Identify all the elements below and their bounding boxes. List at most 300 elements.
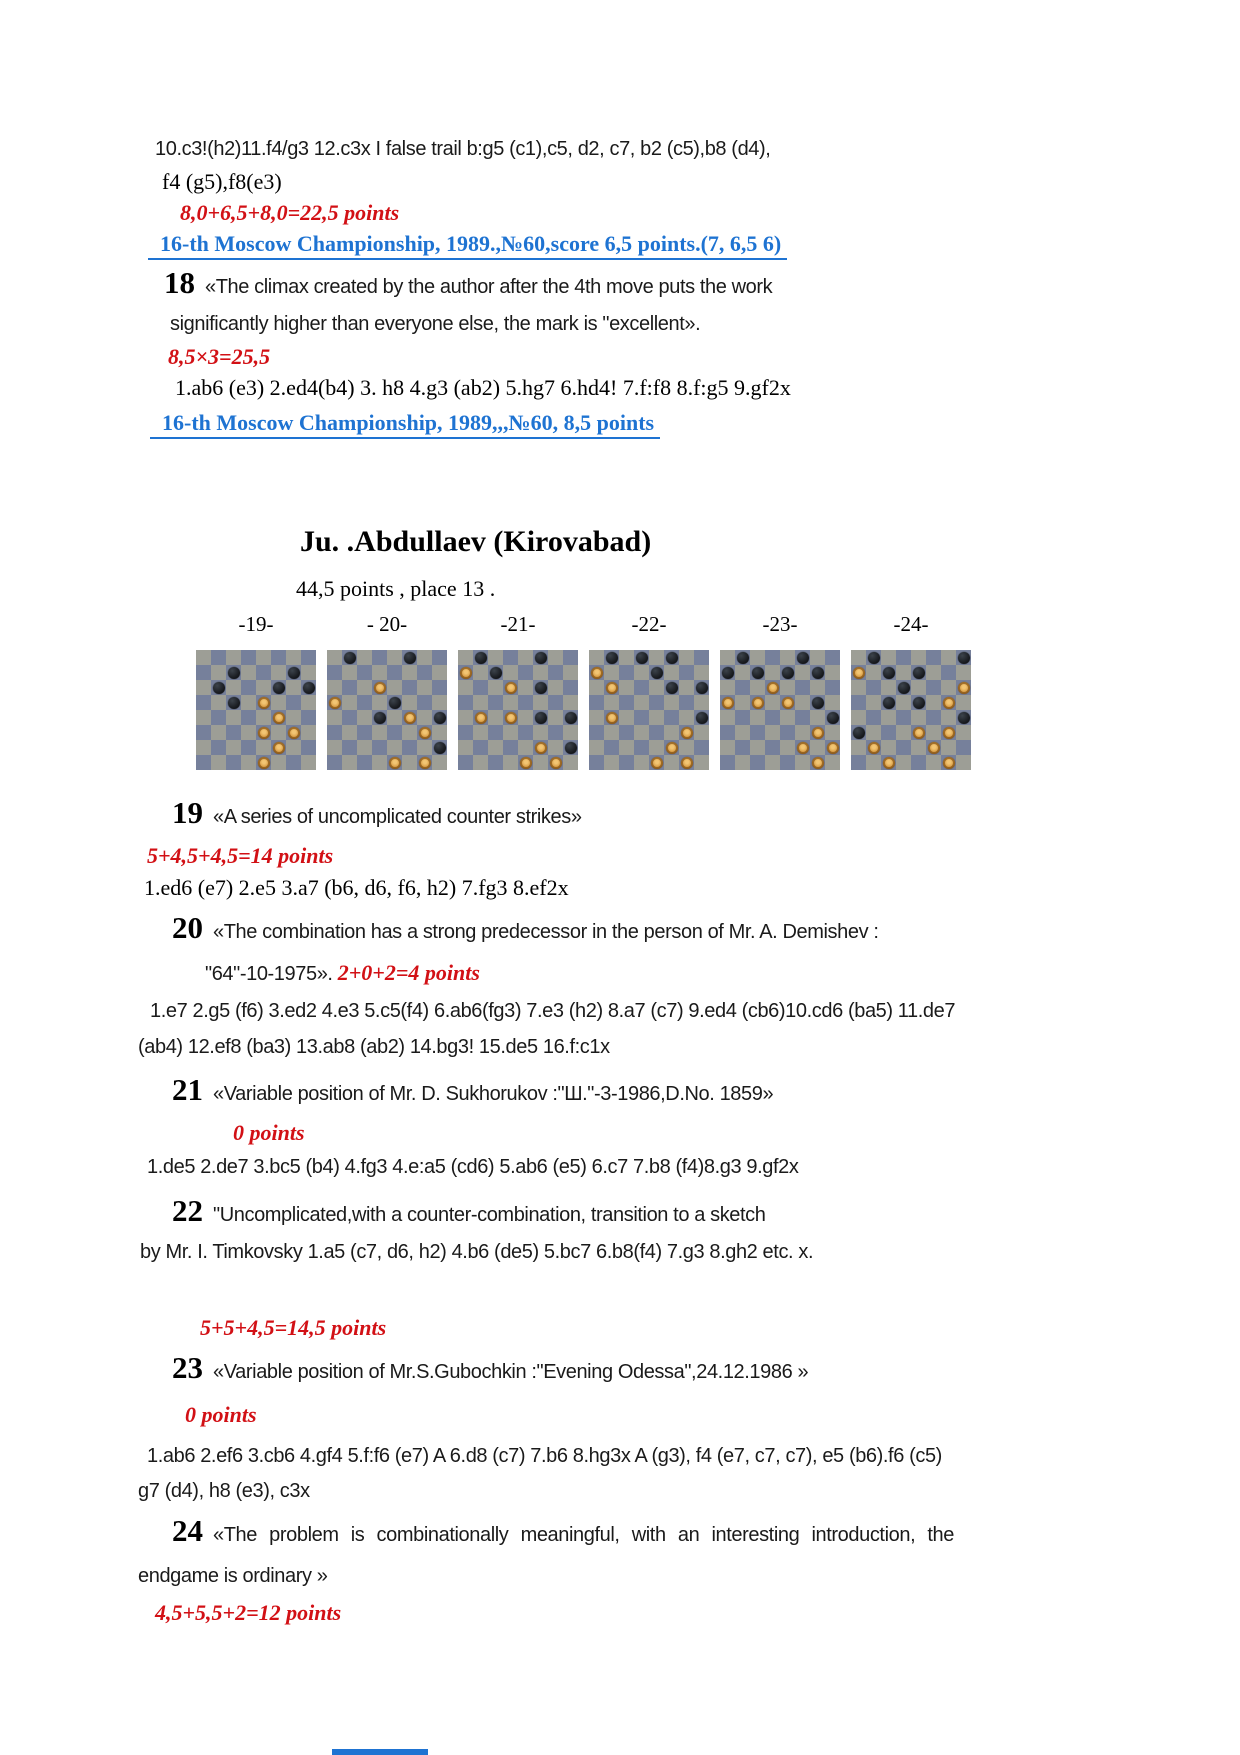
board-square bbox=[795, 725, 810, 740]
board-square bbox=[694, 725, 709, 740]
board-square bbox=[679, 740, 694, 755]
item-number: 19 bbox=[172, 795, 203, 830]
board-square bbox=[458, 740, 473, 755]
championship-link-2[interactable]: 16-th Moscow Championship, 1989,,,№60, 8,5 points bbox=[150, 410, 660, 439]
item-number: 20 bbox=[172, 910, 203, 945]
white-piece bbox=[651, 757, 663, 769]
black-piece bbox=[490, 667, 502, 679]
board-square bbox=[866, 665, 881, 680]
board-square bbox=[518, 680, 533, 695]
board-square bbox=[634, 740, 649, 755]
board-square bbox=[765, 650, 780, 665]
board-square bbox=[488, 680, 503, 695]
board-square bbox=[432, 665, 447, 680]
item-number: 22 bbox=[172, 1193, 203, 1228]
board-square bbox=[896, 725, 911, 740]
board-square bbox=[694, 695, 709, 710]
board-square bbox=[342, 665, 357, 680]
white-piece bbox=[943, 697, 955, 709]
board-square bbox=[720, 740, 735, 755]
board-square bbox=[387, 665, 402, 680]
board-square bbox=[402, 740, 417, 755]
board-square bbox=[327, 725, 342, 740]
white-piece bbox=[591, 667, 603, 679]
checkers-board-21 bbox=[458, 650, 578, 770]
board-square bbox=[211, 710, 226, 725]
board-square bbox=[548, 710, 563, 725]
board-square bbox=[417, 710, 432, 725]
white-piece bbox=[258, 757, 270, 769]
board-square bbox=[432, 725, 447, 740]
board-square bbox=[896, 755, 911, 770]
black-piece bbox=[898, 682, 910, 694]
white-piece bbox=[258, 697, 270, 709]
checkers-board-20 bbox=[327, 650, 447, 770]
item-23-heading bbox=[172, 1350, 808, 1386]
board-square bbox=[563, 665, 578, 680]
board-square bbox=[664, 755, 679, 770]
item-number: 23 bbox=[172, 1350, 203, 1385]
board-square bbox=[402, 755, 417, 770]
board-square bbox=[735, 725, 750, 740]
board-square bbox=[402, 665, 417, 680]
judge-comment-cont: endgame is ordinary » bbox=[138, 1565, 328, 1587]
board-square bbox=[881, 710, 896, 725]
board-square bbox=[417, 740, 432, 755]
board-square bbox=[664, 665, 679, 680]
black-piece bbox=[228, 697, 240, 709]
judge-comment: "Uncomplicated,with a counter-combination, transition to a sketch bbox=[213, 1204, 766, 1226]
black-piece bbox=[958, 712, 970, 724]
black-piece bbox=[696, 682, 708, 694]
white-piece bbox=[374, 682, 386, 694]
board-square bbox=[825, 755, 840, 770]
board-square bbox=[503, 740, 518, 755]
judge-comment: «The combination has a strong predecessor in the person of Mr. A. Demishev : bbox=[213, 921, 879, 943]
board-square bbox=[301, 710, 316, 725]
white-piece bbox=[767, 682, 779, 694]
board-square bbox=[735, 665, 750, 680]
board-square bbox=[825, 725, 840, 740]
board-square bbox=[563, 725, 578, 740]
board-square bbox=[679, 650, 694, 665]
judge-comment: «Variable position of Mr.S.Gubochkin :"Evening Odessa",24.12.1986 » bbox=[213, 1361, 809, 1383]
points-total-24: 4,5+5,5+2=12 points bbox=[155, 1600, 342, 1625]
board-square bbox=[271, 665, 286, 680]
moves-line-20a: 1.e7 2.g5 (f6) 3.ed2 4.e3 5.c5(f4) 6.ab6(fg3) 7.e3 (h2) 8.a7 (c7) 9.ed4 (cb6)10.cd6 (ba5) 11.de7 bbox=[150, 1000, 956, 1022]
item-21-heading bbox=[172, 1072, 773, 1108]
black-piece bbox=[535, 712, 547, 724]
board-square bbox=[795, 755, 810, 770]
board-square bbox=[301, 725, 316, 740]
board-square bbox=[488, 710, 503, 725]
board-square bbox=[256, 740, 271, 755]
board-square bbox=[589, 740, 604, 755]
board-square bbox=[533, 755, 548, 770]
board-square bbox=[896, 665, 911, 680]
board-square bbox=[342, 725, 357, 740]
board-square bbox=[866, 725, 881, 740]
moves-line-23b: g7 (d4), h8 (e3), c3x bbox=[138, 1480, 310, 1502]
board-square bbox=[851, 710, 866, 725]
source-reference: "64"-10-1975». bbox=[205, 963, 338, 985]
board-square bbox=[926, 665, 941, 680]
board-square bbox=[327, 650, 342, 665]
board-square bbox=[649, 710, 664, 725]
board-square bbox=[286, 710, 301, 725]
points-total-20: 2+0+2=4 points bbox=[337, 960, 480, 985]
board-square bbox=[720, 755, 735, 770]
white-piece bbox=[752, 697, 764, 709]
white-piece bbox=[797, 742, 809, 754]
judge-comment-cont: significantly higher than everyone else, the mark is "excellent». bbox=[170, 313, 701, 335]
board-square bbox=[851, 680, 866, 695]
black-piece bbox=[535, 682, 547, 694]
board-square bbox=[357, 650, 372, 665]
item-number: 18 bbox=[164, 265, 195, 300]
board-square bbox=[488, 695, 503, 710]
judge-comment: «Variable position of Mr. D. Sukhorukov :"Ш."-3-1986,D.No. 1859» bbox=[213, 1083, 774, 1105]
board-square bbox=[825, 650, 840, 665]
board-square bbox=[604, 755, 619, 770]
board-square bbox=[301, 755, 316, 770]
black-piece bbox=[812, 667, 824, 679]
board-square bbox=[548, 695, 563, 710]
board-square bbox=[563, 695, 578, 710]
board-square bbox=[458, 725, 473, 740]
board-square bbox=[301, 665, 316, 680]
diagram-label-22: -22- bbox=[631, 612, 667, 636]
board-square bbox=[750, 755, 765, 770]
board-square bbox=[503, 695, 518, 710]
board-square bbox=[956, 755, 971, 770]
board-square bbox=[720, 650, 735, 665]
white-piece bbox=[419, 757, 431, 769]
white-piece bbox=[666, 742, 678, 754]
board-square bbox=[563, 680, 578, 695]
white-piece bbox=[273, 712, 285, 724]
board-square bbox=[518, 665, 533, 680]
board-square bbox=[649, 680, 664, 695]
judge-comment: «The climax created by the author after the 4th move puts the work bbox=[205, 276, 773, 298]
board-square bbox=[548, 725, 563, 740]
black-piece bbox=[344, 652, 356, 664]
white-piece bbox=[782, 697, 794, 709]
white-piece bbox=[722, 697, 734, 709]
black-piece bbox=[475, 652, 487, 664]
board-square bbox=[604, 695, 619, 710]
board-square bbox=[488, 755, 503, 770]
board-square bbox=[372, 650, 387, 665]
board-square bbox=[795, 665, 810, 680]
board-square bbox=[619, 740, 634, 755]
board-square bbox=[196, 665, 211, 680]
board-square bbox=[780, 710, 795, 725]
board-square bbox=[518, 695, 533, 710]
diagram-label-20: - 20- bbox=[366, 612, 408, 636]
white-piece bbox=[943, 757, 955, 769]
board-square bbox=[956, 725, 971, 740]
black-piece bbox=[404, 652, 416, 664]
board-square bbox=[810, 710, 825, 725]
board-square bbox=[548, 665, 563, 680]
board-square bbox=[720, 725, 735, 740]
board-square bbox=[458, 680, 473, 695]
moves-line-23a: 1.ab6 2.ef6 3.cb6 4.gf4 5.f:f6 (e7) A 6.d8 (c7) 7.b6 8.hg3x A (g3), f4 (e7, c7, c7), e5 (b6).f6 (c5) bbox=[147, 1445, 942, 1467]
board-square bbox=[286, 755, 301, 770]
black-piece bbox=[606, 652, 618, 664]
board-square bbox=[911, 710, 926, 725]
board-square bbox=[196, 650, 211, 665]
board-square bbox=[518, 725, 533, 740]
board-square bbox=[458, 650, 473, 665]
board-square bbox=[911, 650, 926, 665]
board-square bbox=[196, 695, 211, 710]
board-square bbox=[503, 665, 518, 680]
black-piece bbox=[374, 712, 386, 724]
board-square bbox=[866, 680, 881, 695]
checkers-board-24 bbox=[851, 650, 971, 770]
board-square bbox=[896, 650, 911, 665]
diagram-label-24: -24- bbox=[893, 612, 929, 636]
board-square bbox=[694, 665, 709, 680]
board-square bbox=[503, 755, 518, 770]
board-square bbox=[634, 710, 649, 725]
board-square bbox=[664, 725, 679, 740]
board-square bbox=[881, 740, 896, 755]
board-square bbox=[765, 665, 780, 680]
board-square bbox=[750, 650, 765, 665]
board-square bbox=[720, 680, 735, 695]
black-piece bbox=[666, 652, 678, 664]
board-square bbox=[563, 755, 578, 770]
board-square bbox=[634, 695, 649, 710]
board-square bbox=[473, 665, 488, 680]
board-square bbox=[417, 650, 432, 665]
board-square bbox=[851, 740, 866, 755]
black-piece bbox=[288, 667, 300, 679]
board-square bbox=[357, 680, 372, 695]
black-piece bbox=[958, 652, 970, 664]
item-20-heading bbox=[172, 910, 879, 946]
board-square bbox=[956, 695, 971, 710]
moves-line-19: 1.ed6 (e7) 2.e5 3.a7 (b6, d6, f6, h2) 7.fg3 8.ef2x bbox=[144, 875, 569, 900]
board-square bbox=[563, 650, 578, 665]
board-square bbox=[402, 680, 417, 695]
board-square bbox=[241, 755, 256, 770]
board-square bbox=[619, 725, 634, 740]
board-square bbox=[417, 695, 432, 710]
board-square bbox=[664, 710, 679, 725]
item-number: 24 bbox=[172, 1513, 203, 1548]
board-square bbox=[896, 695, 911, 710]
white-piece bbox=[928, 742, 940, 754]
board-square bbox=[795, 680, 810, 695]
board-square bbox=[735, 695, 750, 710]
board-square bbox=[649, 740, 664, 755]
board-square bbox=[881, 650, 896, 665]
points-total-22: 5+5+4,5=14,5 points bbox=[200, 1315, 387, 1340]
board-square bbox=[926, 710, 941, 725]
board-square bbox=[241, 710, 256, 725]
board-square bbox=[589, 650, 604, 665]
white-piece bbox=[606, 682, 618, 694]
board-square bbox=[548, 680, 563, 695]
board-square bbox=[619, 680, 634, 695]
board-square bbox=[241, 680, 256, 695]
board-square bbox=[649, 650, 664, 665]
board-square bbox=[694, 740, 709, 755]
black-piece bbox=[213, 682, 225, 694]
board-square bbox=[387, 740, 402, 755]
board-square bbox=[548, 650, 563, 665]
board-square bbox=[810, 740, 825, 755]
board-square bbox=[765, 725, 780, 740]
board-square bbox=[679, 680, 694, 695]
black-piece bbox=[827, 712, 839, 724]
board-square bbox=[896, 740, 911, 755]
black-piece bbox=[303, 682, 315, 694]
board-square bbox=[372, 665, 387, 680]
board-square bbox=[533, 725, 548, 740]
white-piece bbox=[958, 682, 970, 694]
points-total-23: 0 points bbox=[185, 1402, 257, 1427]
board-square bbox=[226, 680, 241, 695]
white-piece bbox=[258, 727, 270, 739]
board-square bbox=[911, 755, 926, 770]
black-piece bbox=[434, 742, 446, 754]
board-square bbox=[634, 680, 649, 695]
board-square bbox=[387, 680, 402, 695]
board-square bbox=[473, 680, 488, 695]
board-square bbox=[488, 725, 503, 740]
board-square bbox=[196, 725, 211, 740]
board-square bbox=[372, 725, 387, 740]
black-piece bbox=[883, 667, 895, 679]
board-square bbox=[286, 650, 301, 665]
board-square bbox=[473, 755, 488, 770]
white-piece bbox=[812, 757, 824, 769]
board-square bbox=[694, 755, 709, 770]
board-square bbox=[619, 710, 634, 725]
board-square bbox=[619, 695, 634, 710]
checkers-board-19 bbox=[196, 650, 316, 770]
black-piece bbox=[883, 697, 895, 709]
board-square bbox=[881, 680, 896, 695]
board-square bbox=[851, 650, 866, 665]
board-square bbox=[357, 710, 372, 725]
board-square bbox=[372, 695, 387, 710]
white-piece bbox=[913, 727, 925, 739]
board-square bbox=[619, 755, 634, 770]
board-square bbox=[503, 650, 518, 665]
board-square bbox=[226, 755, 241, 770]
championship-link-1[interactable]: 16-th Moscow Championship, 1989.,№60,score 6,5 points.(7, 6,5 6) bbox=[148, 231, 787, 260]
board-square bbox=[372, 755, 387, 770]
board-square bbox=[664, 695, 679, 710]
board-square bbox=[196, 740, 211, 755]
white-piece bbox=[827, 742, 839, 754]
board-square bbox=[387, 725, 402, 740]
white-piece bbox=[419, 727, 431, 739]
board-square bbox=[926, 650, 941, 665]
board-square bbox=[589, 725, 604, 740]
board-square bbox=[518, 650, 533, 665]
black-piece bbox=[696, 712, 708, 724]
moves-line-18: 1.ab6 (e3) 2.ed4(b4) 3. h8 4.g3 (ab2) 5.hg7 6.hd4! 7.f:f8 8.f:g5 9.gf2x bbox=[175, 375, 791, 400]
board-square bbox=[750, 740, 765, 755]
black-piece bbox=[868, 652, 880, 664]
points-total-18: 8,5×3=25,5 bbox=[168, 344, 271, 369]
judge-comment: «The problem is combinationally meaningful, with an interesting introduction, the bbox=[213, 1524, 954, 1546]
board-square bbox=[810, 680, 825, 695]
black-piece bbox=[389, 697, 401, 709]
board-square bbox=[851, 755, 866, 770]
board-square bbox=[679, 710, 694, 725]
black-piece bbox=[636, 652, 648, 664]
board-square bbox=[342, 740, 357, 755]
board-square bbox=[196, 710, 211, 725]
board-square bbox=[357, 725, 372, 740]
white-piece bbox=[505, 712, 517, 724]
board-square bbox=[301, 740, 316, 755]
checkers-board-23 bbox=[720, 650, 840, 770]
board-square bbox=[327, 710, 342, 725]
black-piece bbox=[565, 742, 577, 754]
board-square bbox=[765, 740, 780, 755]
board-square bbox=[327, 740, 342, 755]
board-square bbox=[589, 695, 604, 710]
board-square bbox=[926, 755, 941, 770]
board-square bbox=[271, 725, 286, 740]
moves-line-10: 10.c3!(h2)11.f4/g3 12.c3x I false trail b:g5 (c1),c5, d2, c7, b2 (c5),b8 (d4), bbox=[155, 138, 771, 160]
points-total-17: 8,0+6,5+8,0=22,5 points bbox=[180, 200, 400, 225]
board-square bbox=[765, 710, 780, 725]
black-piece bbox=[228, 667, 240, 679]
board-square bbox=[241, 725, 256, 740]
board-square bbox=[604, 740, 619, 755]
board-square bbox=[780, 755, 795, 770]
board-square bbox=[941, 680, 956, 695]
board-square bbox=[589, 680, 604, 695]
diagram-label-19: -19- bbox=[238, 612, 274, 636]
moves-line-20b: (ab4) 12.ef8 (ba3) 13.ab8 (ab2) 14.bg3! 15.de5 16.f:c1x bbox=[138, 1036, 610, 1058]
board-square bbox=[286, 740, 301, 755]
diagram-label-21: -21- bbox=[500, 612, 536, 636]
board-square bbox=[941, 665, 956, 680]
board-square bbox=[211, 650, 226, 665]
page-bottom-cutoff-text bbox=[332, 1749, 428, 1755]
board-square bbox=[387, 710, 402, 725]
board-square bbox=[825, 695, 840, 710]
board-square bbox=[679, 665, 694, 680]
board-square bbox=[795, 710, 810, 725]
white-piece bbox=[460, 667, 472, 679]
board-square bbox=[226, 710, 241, 725]
board-square bbox=[327, 665, 342, 680]
board-square bbox=[327, 755, 342, 770]
board-square bbox=[271, 755, 286, 770]
points-total-21: 0 points bbox=[233, 1120, 305, 1145]
white-piece bbox=[404, 712, 416, 724]
white-piece bbox=[389, 757, 401, 769]
board-square bbox=[286, 680, 301, 695]
board-square bbox=[735, 740, 750, 755]
board-square bbox=[810, 650, 825, 665]
white-piece bbox=[505, 682, 517, 694]
board-square bbox=[533, 665, 548, 680]
board-square bbox=[226, 650, 241, 665]
